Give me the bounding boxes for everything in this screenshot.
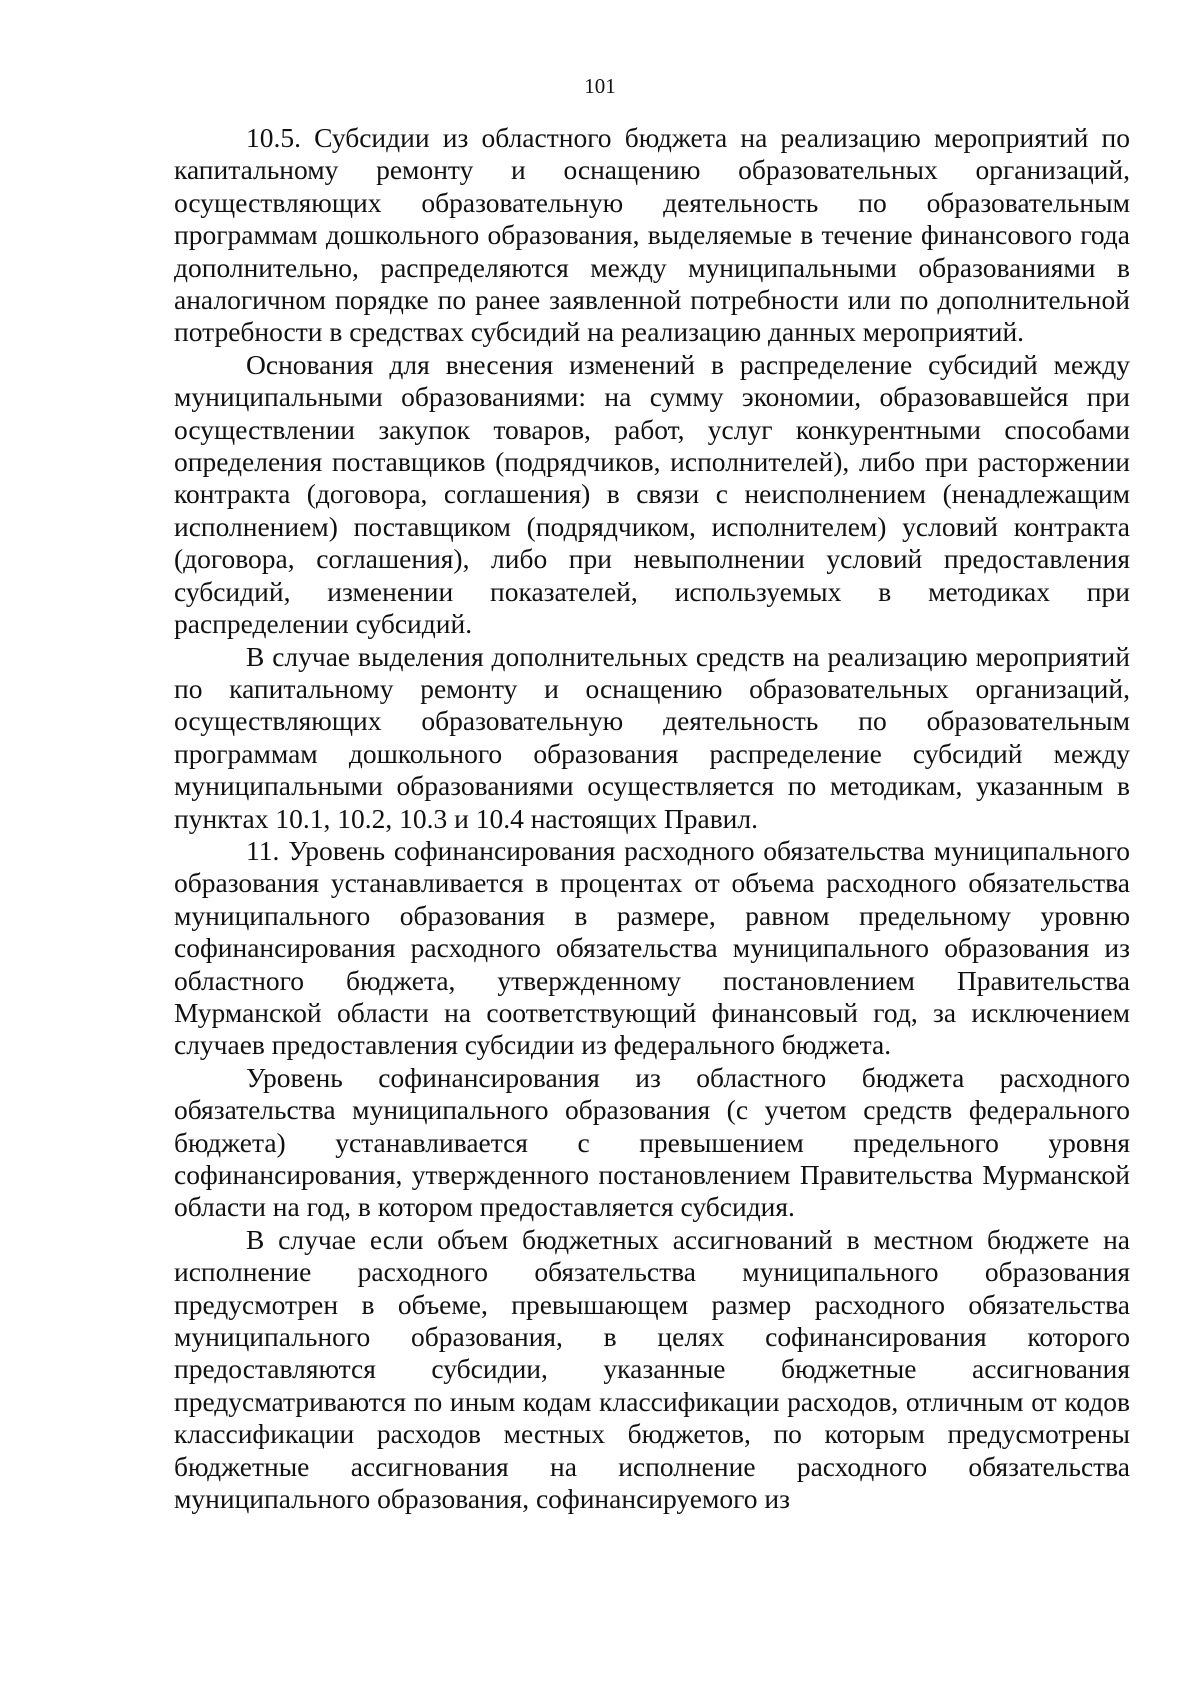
paragraph-11: 11. Уровень софинансирования расходного обязательства муниципального образования устанавливается в процентах от объема расходного обязательства муниципального образования в размере, равном предельному уровню софинансирования расходного обязательства муниципального образования из областного бюджета, утвержденному постановлением Правительства Мурманской области на соответствующий финансовый год, за исключением случаев предоставления субсидии из федерального бюджета. xyxy=(174,834,1130,1061)
document-body xyxy=(174,122,1130,1515)
paragraph-10-5: 10.5. Субсидии из областного бюджета на реализацию мероприятий по капитальному ремонту и оснащению образовательных организаций, осуществляющих образовательную деятельность по образовательным программам дошкольного образования, выделяемые в течение финансового года дополнительно, распределяются между муниципальными образованиями в аналогичном порядке по ранее заявленной потребности или по дополнительной потребности в средствах субсидий на реализацию данных мероприятий. xyxy=(174,122,1130,348)
paragraph-grounds-for-changes: Основания для внесения изменений в распределение субсидий между муниципальными образованиями: на сумму экономии, образовавшейся при осуществлении закупок товаров, работ, услуг конкурентными способами определения поставщиков (подрядчиков, исполнителей), либо при расторжении контракта (договора, соглашения) в связи с неисполнением (ненадлежащим исполнением) поставщиком (подрядчиком, исполнителем) условий контракта (договора, соглашения), либо при невыполнении условий предоставления субсидий, изменении показателей, используемых в методиках при распределении субсидий. xyxy=(174,348,1130,640)
paragraph-additional-funds: В случае выделения дополнительных средств на реализацию мероприятий по капитальному ремонту и оснащению образовательных организаций, осуществляющих образовательную деятельность по образовательным программам дошкольного образования распределение субсидий между муниципальными образованиями осуществляется по методикам, указанным в пунктах 10.1, 10.2, 10.3 и 10.4 настоящих Правил. xyxy=(174,640,1130,834)
paragraph-cofinancing-level: Уровень софинансирования из областного бюджета расходного обязательства муниципального образования (с учетом средств федерального бюджета) устанавливается с превышением предельного уровня софинансирования, утвержденного постановлением Правительства Мурманской области на год, в котором предоставляется субсидия. xyxy=(174,1061,1130,1223)
page-number: 101 xyxy=(584,74,616,98)
paragraph-budget-allocations: В случае если объем бюджетных ассигнований в местном бюджете на исполнение расходного обязательства муниципального образования предусмотрен в объеме, превышающем размер расходного обязательства муниципального образования, в целях софинансирования которого предоставляются субсидии, указанные бюджетные ассигнования предусматриваются по иным кодам классификации расходов, отличным от кодов классификации расходов местных бюджетов, по которым предусмотрены бюджетные ассигнования на исполнение расходного обязательства муниципального образования, софинансируемого из xyxy=(174,1223,1130,1515)
